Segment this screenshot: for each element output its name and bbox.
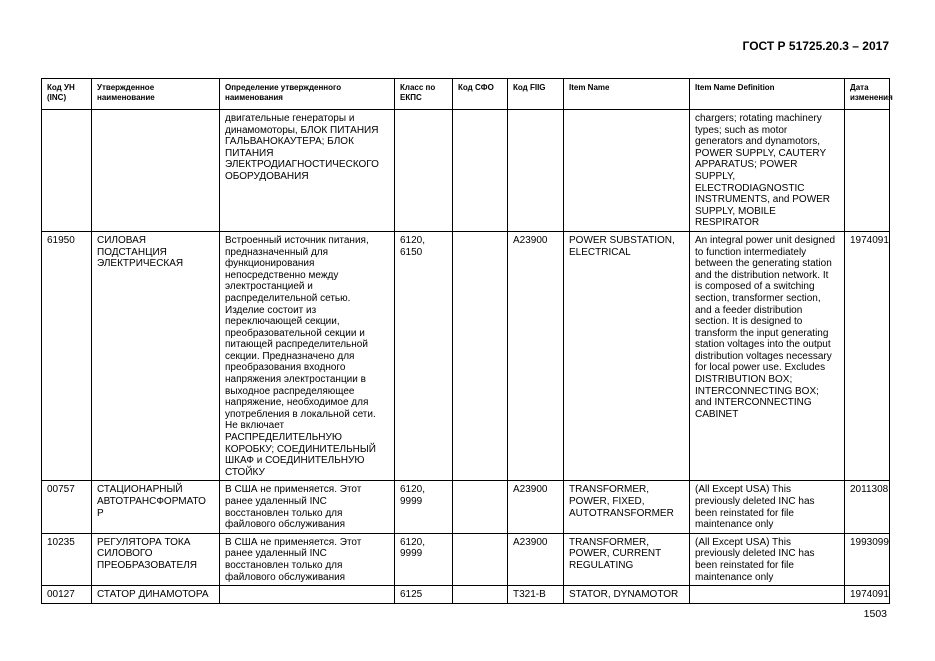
cell-ekps-class: 6125 — [395, 586, 453, 604]
cell-definition — [220, 586, 395, 604]
document-title: ГОСТ Р 51725.20.3 – 2017 — [742, 39, 889, 53]
table-row — [42, 586, 890, 604]
cell-inc: 00127 — [42, 586, 92, 604]
cell-change-date: 1993099 — [845, 533, 890, 585]
cell-item-name: STATOR, DYNAMOTOR — [564, 586, 690, 604]
column-header-inc: Код УН (INC) — [42, 79, 92, 110]
cell-fiig-code: T321-B — [508, 586, 564, 604]
cell-change-date: 2011308 — [845, 481, 890, 533]
cell-approved-name: СТАТОР ДИНАМОТОРА — [92, 586, 220, 604]
cell-change-date: 1974091 — [845, 586, 890, 604]
column-header-approved-name: Утвержденное наименование — [92, 79, 220, 110]
table-header-row — [42, 79, 890, 110]
cell-inc: 00757 — [42, 481, 92, 533]
column-header-item-name-definition: Item Name Definition — [690, 79, 845, 110]
cell-approved-name — [92, 110, 220, 232]
cell-fiig-code: A23900 — [508, 533, 564, 585]
column-header-sfo-code: Код СФО — [453, 79, 508, 110]
cell-sfo-code — [453, 110, 508, 232]
cell-definition: В США не применяется. Этот ранее удаленный INC восстановлен только для файлового обслуживания — [220, 481, 395, 533]
cell-fiig-code — [508, 110, 564, 232]
cell-definition: В США не применяется. Этот ранее удаленный INC восстановлен только для файлового обслуживания — [220, 533, 395, 585]
cell-approved-name: СТАЦИОНАРНЫЙ АВТОТРАНСФОРМАТО Р — [92, 481, 220, 533]
cell-fiig-code: A23900 — [508, 481, 564, 533]
column-header-change-date: Дата изменения — [845, 79, 890, 110]
table-row — [42, 231, 890, 480]
column-header-ekps-class: Класс по ЕКПС — [395, 79, 453, 110]
cell-item-name-definition: (All Except USA) This previously deleted INC has been reinstated for file maintenance only — [690, 481, 845, 533]
cell-item-name-definition: An integral power unit designed to function intermediately between the generating station and the distribution network. It is composed of a switching section, transformer section, and a feeder distribution section. It is designed to transform the input generating station voltages into the output distribution voltages necessary for local power use. Excludes DISTRIBUTION BOX; INTERCONNECTING BOX; and INTERCONNECTING CABINET — [690, 231, 845, 480]
cell-approved-name: РЕГУЛЯТОРА ТОКА СИЛОВОГО ПРЕОБРАЗОВАТЕЛЯ — [92, 533, 220, 585]
cell-inc: 10235 — [42, 533, 92, 585]
page-number: 1503 — [863, 608, 887, 620]
column-header-item-name: Item Name — [564, 79, 690, 110]
cell-change-date — [845, 110, 890, 232]
cell-change-date: 1974091 — [845, 231, 890, 480]
column-header-fiig-code: Код FIIG — [508, 79, 564, 110]
cell-inc: 61950 — [42, 231, 92, 480]
cell-item-name: TRANSFORMER, POWER, FIXED, AUTOTRANSFORMER — [564, 481, 690, 533]
cell-item-name: POWER SUBSTATION, ELECTRICAL — [564, 231, 690, 480]
cell-sfo-code — [453, 481, 508, 533]
cell-sfo-code — [453, 533, 508, 585]
table-row — [42, 533, 890, 585]
cell-inc — [42, 110, 92, 232]
cell-sfo-code — [453, 586, 508, 604]
cell-ekps-class — [395, 110, 453, 232]
cell-definition: двигательные генераторы и динамомоторы, БЛОК ПИТАНИЯ ГАЛЬВАНОКАУТЕРА; БЛОК ПИТАНИЯ ЭЛЕКТРОДИАГНОСТИЧЕСКОГО ОБОРУДОВАНИЯ — [220, 110, 395, 232]
cell-item-name-definition: (All Except USA) This previously deleted INC has been reinstated for file maintenance only — [690, 533, 845, 585]
cell-sfo-code — [453, 231, 508, 480]
cell-fiig-code: A23900 — [508, 231, 564, 480]
cell-ekps-class: 6120, 6150 — [395, 231, 453, 480]
table-row — [42, 110, 890, 232]
column-header-definition: Определение утвержденного наименования — [220, 79, 395, 110]
cell-item-name: TRANSFORMER, POWER, CURRENT REGULATING — [564, 533, 690, 585]
cell-definition: Встроенный источник питания, предназначенный для функционирования непосредственно между электростанцией и распределительной сетью. Изделие состоит из переключающей секции, преобразовательной секции и питающей распределительной секции. Предназначено для преобразования входного напряжения электростанции в выходное распределяющее напряжение, необходимое для употребления в локальной сети. Не включает РАСПРЕДЕЛИТЕЛЬНУЮ КОРОБКУ; СОЕДИНИТЕЛЬНЫЙ ШКАФ и СОЕДИНИТЕЛЬНУЮ СТОЙКУ — [220, 231, 395, 480]
cell-item-name-definition — [690, 586, 845, 604]
item-names-table — [41, 78, 893, 604]
cell-item-name-definition: chargers; rotating machinery types; such as motor generators and dynamotors, POWER SUPPLY, CAUTERY APPARATUS; POWER SUPPLY, ELECTRODIAGNOSTIC INSTRUMENTS, and POWER SUPPLY, MOBILE RESPIRATOR — [690, 110, 845, 232]
cell-approved-name: СИЛОВАЯ ПОДСТАНЦИЯ ЭЛЕКТРИЧЕСКАЯ — [92, 231, 220, 480]
cell-item-name — [564, 110, 690, 232]
cell-ekps-class: 6120, 9999 — [395, 481, 453, 533]
table-row — [42, 481, 890, 533]
cell-ekps-class: 6120, 9999 — [395, 533, 453, 585]
